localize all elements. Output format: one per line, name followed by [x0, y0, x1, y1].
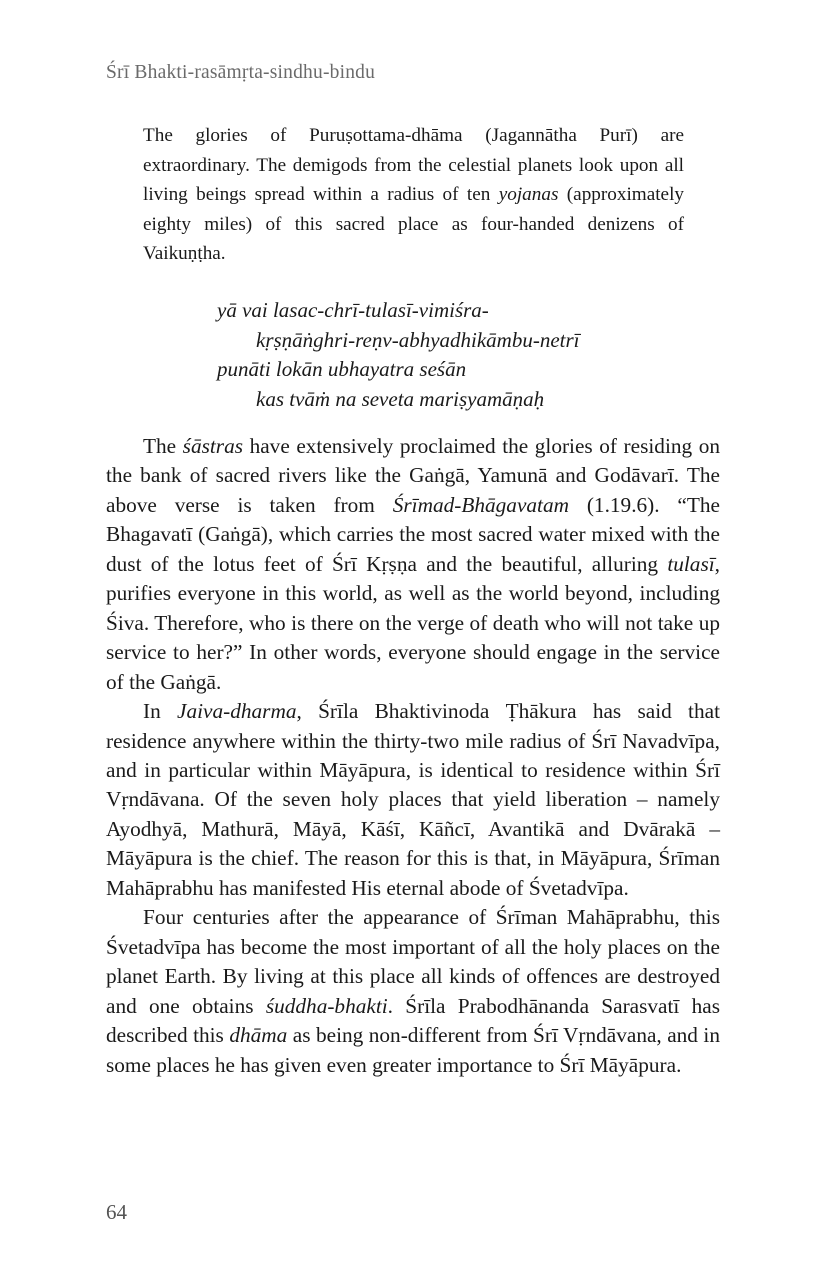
- p3-text-1: Four centuries after the appearance of Śrīman Mahāprabhu, this Śvetadvīpa has become the most important of all the holy places on the planet Earth. By living at this place all kinds of offences are destroyed and one obtains: [106, 905, 720, 1018]
- p1-emphasis-2: Śrīmad-Bhāgavatam: [392, 492, 569, 517]
- quoted-passage: [143, 121, 684, 269]
- paragraph-2: [106, 697, 720, 903]
- p3-text-2: . Śrīla Prabodhānanda Sarasvatī has described this: [106, 993, 720, 1048]
- p2-emphasis-1: Jaiva-dharma: [177, 699, 297, 724]
- verse-line-4: kas tvāṁ na seveta mariṣyamāṇaḥ: [256, 386, 545, 411]
- verse-line-3: punāti lokān ubhayatra seśān: [217, 357, 467, 382]
- paragraph-1: [106, 432, 720, 697]
- quote-emphasis: yojanas: [498, 184, 559, 205]
- paragraph-3: [106, 903, 720, 1080]
- p3-emphasis-1: śuddha-bhakti: [265, 993, 388, 1018]
- p1-text-4: , purifies everyone in this world, as well as the world beyond, including Śiva. Therefore, who is there on the verge of death who will not take up service to her?” In other words, everyone should engage in the service of the Gaṅgā.: [106, 551, 720, 694]
- p1-text-3: (1.19.6). “The Bhagavatī (Gaṅgā), which carries the most sacred water mixed with the dust of the lotus feet of Śrī Kṛṣṇa and the beautiful, alluring: [106, 492, 720, 576]
- p1-text-1: The: [143, 434, 183, 458]
- sanskrit-verse: [217, 296, 580, 414]
- p2-text-2: , Śrīla Bhaktivinoda Ṭhākura has said that residence anywhere within the thirty-two mile radius of Śrī Navadvīpa, and in particular within Māyāpura, is identical to residence within Śrī Vṛndāvana. Of the seven holy places that yield liberation – namely Ayodhyā, Mathurā, Māyā, Kāśī, Kāñcī, Avantikā and Dvārakā – Māyāpura is the chief. The reason for this is that, in Māyāpura, Śrīman Mahāprabhu has manifested His eternal abode of Śvetadvīpa.: [106, 699, 720, 900]
- p3-emphasis-2: dhāma: [229, 1023, 288, 1048]
- page-number: 64: [106, 1200, 127, 1224]
- p1-text-2: have extensively proclaimed the glories of residing on the bank of sacred rivers like the Gaṅgā, Yamunā and Godāvarī. The above verse is taken from: [106, 434, 720, 517]
- quote-text: The glories of Puruṣottama-dhāma (Jagannātha Purī) are extraordinary. The demigods from the celestial planets look upon all living beings spread within a radius of ten: [143, 125, 684, 205]
- p1-emphasis-3: tulasī: [667, 551, 715, 576]
- p3-text-3: as being non-different from Śrī Vṛndāvana, and in some places he has given even greater importance to Śrī Māyāpura.: [106, 1023, 720, 1077]
- quote-text-end: (approximately eighty miles) of this sacred place as four-handed denizens of Vaikuṇṭha.: [143, 184, 684, 264]
- p1-emphasis-1: śāstras: [182, 434, 244, 458]
- verse-line-2: kṛṣṇāṅghri-reṇv-abhyadhikāmbu-netrī: [256, 327, 580, 352]
- verse-line-1: yā vai lasac-chrī-tulasī-vimiśra-: [217, 298, 489, 322]
- running-head: Śrī Bhakti-rasāmṛta-sindhu-bindu: [106, 62, 376, 83]
- body-text: [106, 432, 720, 1080]
- p2-text-1: In: [143, 699, 178, 724]
